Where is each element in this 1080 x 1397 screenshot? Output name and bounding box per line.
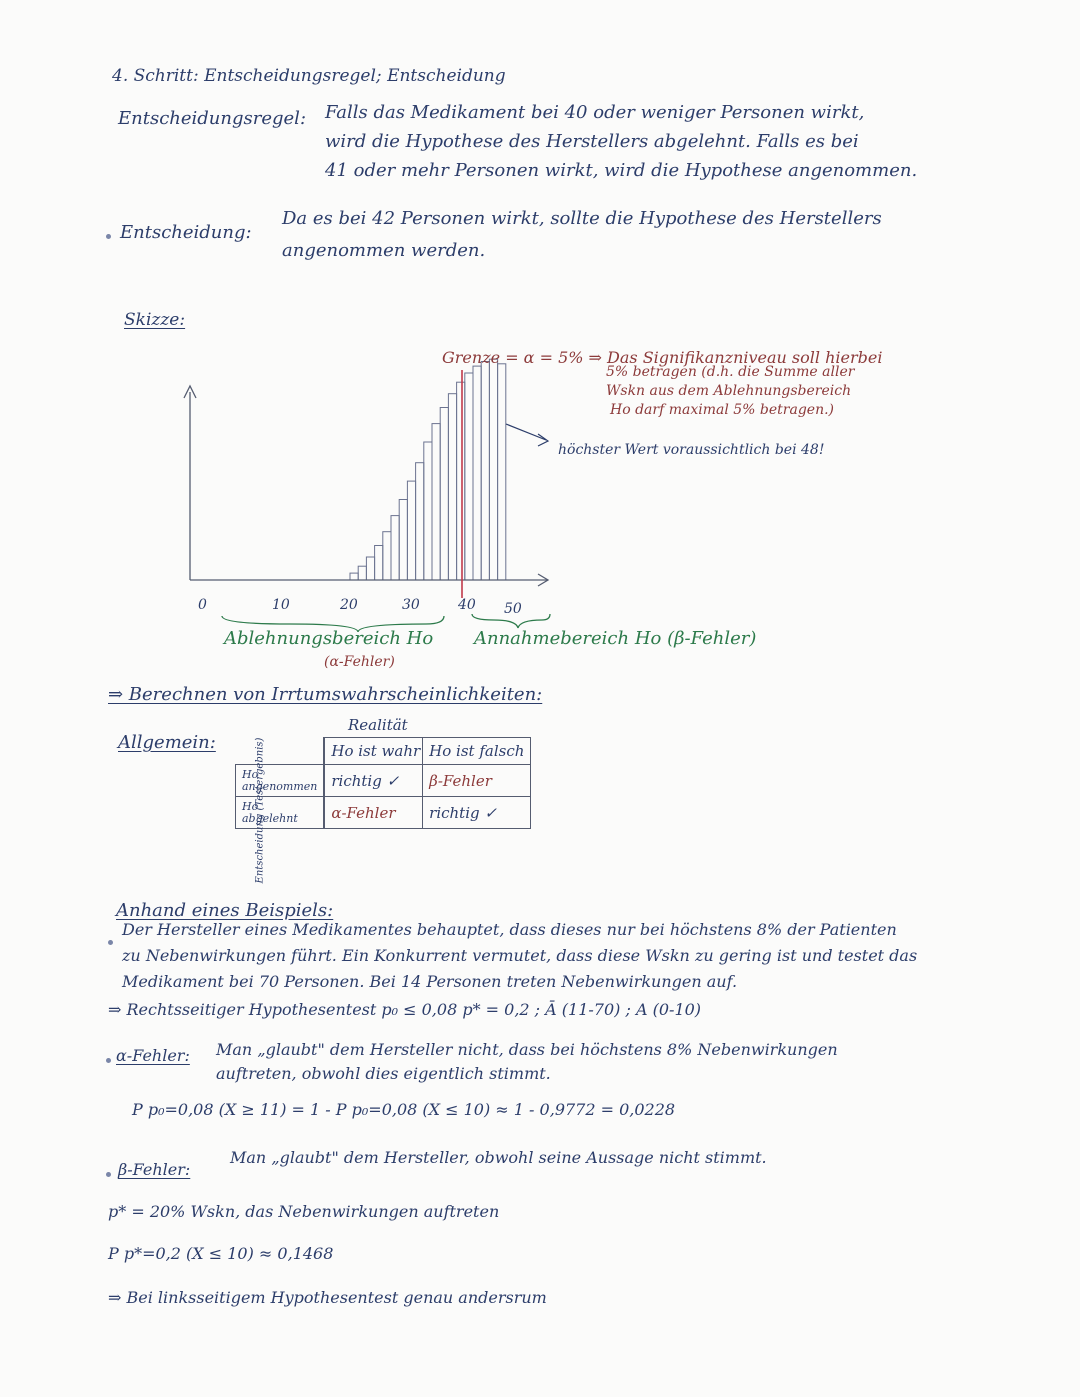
col-true: Ho ist wahr	[324, 738, 422, 765]
histogram-bar	[432, 424, 440, 580]
histogram-bars	[350, 359, 506, 580]
test-line: ⇒ Rechtsseitiger Hypothesentest p₀ ≤ 0,08 p* = 0,2 ; Ā (11-70) ; A (0-10)	[108, 1000, 702, 1019]
rejection-label: Ablehnungsbereich Ho	[224, 628, 434, 649]
tick-0: 0	[198, 597, 207, 613]
tick-20: 20	[340, 597, 358, 613]
histogram-bar	[465, 373, 473, 580]
cell-accept-false: β-Fehler	[423, 765, 531, 797]
alpha-label: α-Fehler:	[116, 1046, 190, 1065]
note-line-2: Wskn aus dem Ablehnungsbereich	[606, 383, 852, 399]
beta-calc: P p*=0,2 (X ≤ 10) ≈ 0,1468	[108, 1244, 334, 1263]
histogram-bar	[416, 463, 424, 580]
histogram-bar	[350, 573, 358, 580]
error-table	[215, 737, 531, 883]
histogram-bar	[457, 382, 465, 580]
histogram-bar	[407, 481, 415, 580]
histogram-bar	[399, 500, 407, 581]
errors-heading: ⇒ Berechnen von Irrtumswahrscheinlichkeiten:	[108, 684, 543, 705]
histogram-bar	[375, 546, 383, 581]
conclusion: ⇒ Bei linksseitigem Hypothesentest genau andersrum	[108, 1288, 547, 1307]
cell-accept-true: richtig ✓	[324, 765, 422, 797]
histogram-bar	[358, 566, 366, 580]
example-heading: Anhand eines Beispiels:	[116, 900, 334, 921]
rule-line-1: Falls das Medikament bei 40 oder weniger Personen wirkt,	[325, 102, 865, 123]
note-line-3: Ho darf maximal 5% betragen.)	[610, 402, 835, 418]
step-title: 4. Schritt: Entscheidungsregel; Entscheidung	[112, 66, 506, 86]
col-false: Ho ist falsch	[423, 738, 531, 765]
rejection-sub: (α-Fehler)	[324, 654, 395, 670]
histogram-bar	[473, 366, 481, 580]
example-line-2: zu Nebenwirkungen führt. Ein Konkurrent vermutet, dass diese Wskn zu gering ist und testet das	[122, 946, 918, 965]
histogram-bar	[481, 362, 489, 581]
histogram-bar	[391, 516, 399, 580]
sketch-label: Skizze:	[124, 310, 186, 330]
alpha-calc: P p₀=0,08 (X ≥ 11) = 1 - P p₀=0,08 (X ≤ 10) ≈ 1 - 0,9772 = 0,0228	[132, 1100, 676, 1119]
peak-note: höchster Wert voraussichtlich bei 48!	[558, 442, 825, 458]
cell-reject-true: α-Fehler	[324, 797, 422, 829]
rule-label: Entscheidungsregel:	[118, 108, 307, 129]
peak-arrow	[506, 424, 546, 440]
row-accept: Ho angenommen	[236, 765, 325, 797]
example-line-1: Der Hersteller eines Medikamentes behauptet, dass dieses nur bei höchstens 8% der Patienten	[122, 920, 897, 939]
decision-line-1: Da es bei 42 Personen wirkt, sollte die Hypothese des Herstellers	[282, 208, 882, 229]
alpha-line-1: Man „glaubt" dem Hersteller nicht, dass bei höchstens 8% Nebenwirkungen	[216, 1040, 838, 1059]
bullet-dot	[106, 1058, 111, 1063]
tick-50: 50	[504, 601, 522, 617]
decision-label: Entscheidung:	[120, 222, 252, 243]
grenze-label: Grenze = α = 5% ⇒ Das Signifikanzniveau soll hierbei	[442, 348, 883, 367]
histogram-bar	[440, 408, 448, 581]
bullet-dot	[106, 1172, 111, 1177]
histogram-bar	[448, 394, 456, 580]
side-label: Entscheidung (Testergebnis)	[254, 737, 266, 883]
decision-line-2: angenommen werden.	[282, 240, 486, 261]
note-line-1: 5% betragen (d.h. die Summe aller	[606, 364, 855, 380]
histogram-bar	[489, 359, 497, 580]
histogram-bar	[424, 442, 432, 580]
tick-40: 40	[458, 597, 476, 613]
pstar-line: p* = 20% Wskn, das Nebenwirkungen auftreten	[108, 1202, 500, 1221]
beta-line: Man „glaubt" dem Hersteller, obwohl seine Aussage nicht stimmt.	[230, 1148, 767, 1167]
bullet-dot	[108, 940, 113, 945]
acceptance-label: Annahmebereich Ho (β-Fehler)	[474, 628, 757, 649]
histogram-bar	[383, 532, 391, 580]
tick-10: 10	[272, 597, 290, 613]
rule-line-2: wird die Hypothese des Herstellers abgelehnt. Falls es bei	[325, 131, 859, 152]
cell-reject-false: richtig ✓	[423, 797, 531, 829]
histogram-bar	[366, 557, 374, 580]
beta-label: β-Fehler:	[118, 1160, 191, 1179]
alpha-line-2: auftreten, obwohl dies eigentlich stimmt.	[216, 1064, 551, 1083]
tick-30: 30	[402, 597, 420, 613]
histogram-bar	[498, 364, 506, 580]
allgemein-label: Allgemein:	[118, 732, 216, 753]
realitaet-label: Realität	[348, 716, 408, 734]
example-line-3: Medikament bei 70 Personen. Bei 14 Personen treten Nebenwirkungen auf.	[122, 972, 738, 991]
row-reject: Ho abgelehnt	[236, 797, 325, 829]
rule-line-3: 41 oder mehr Personen wirkt, wird die Hypothese angenommen.	[325, 160, 918, 181]
